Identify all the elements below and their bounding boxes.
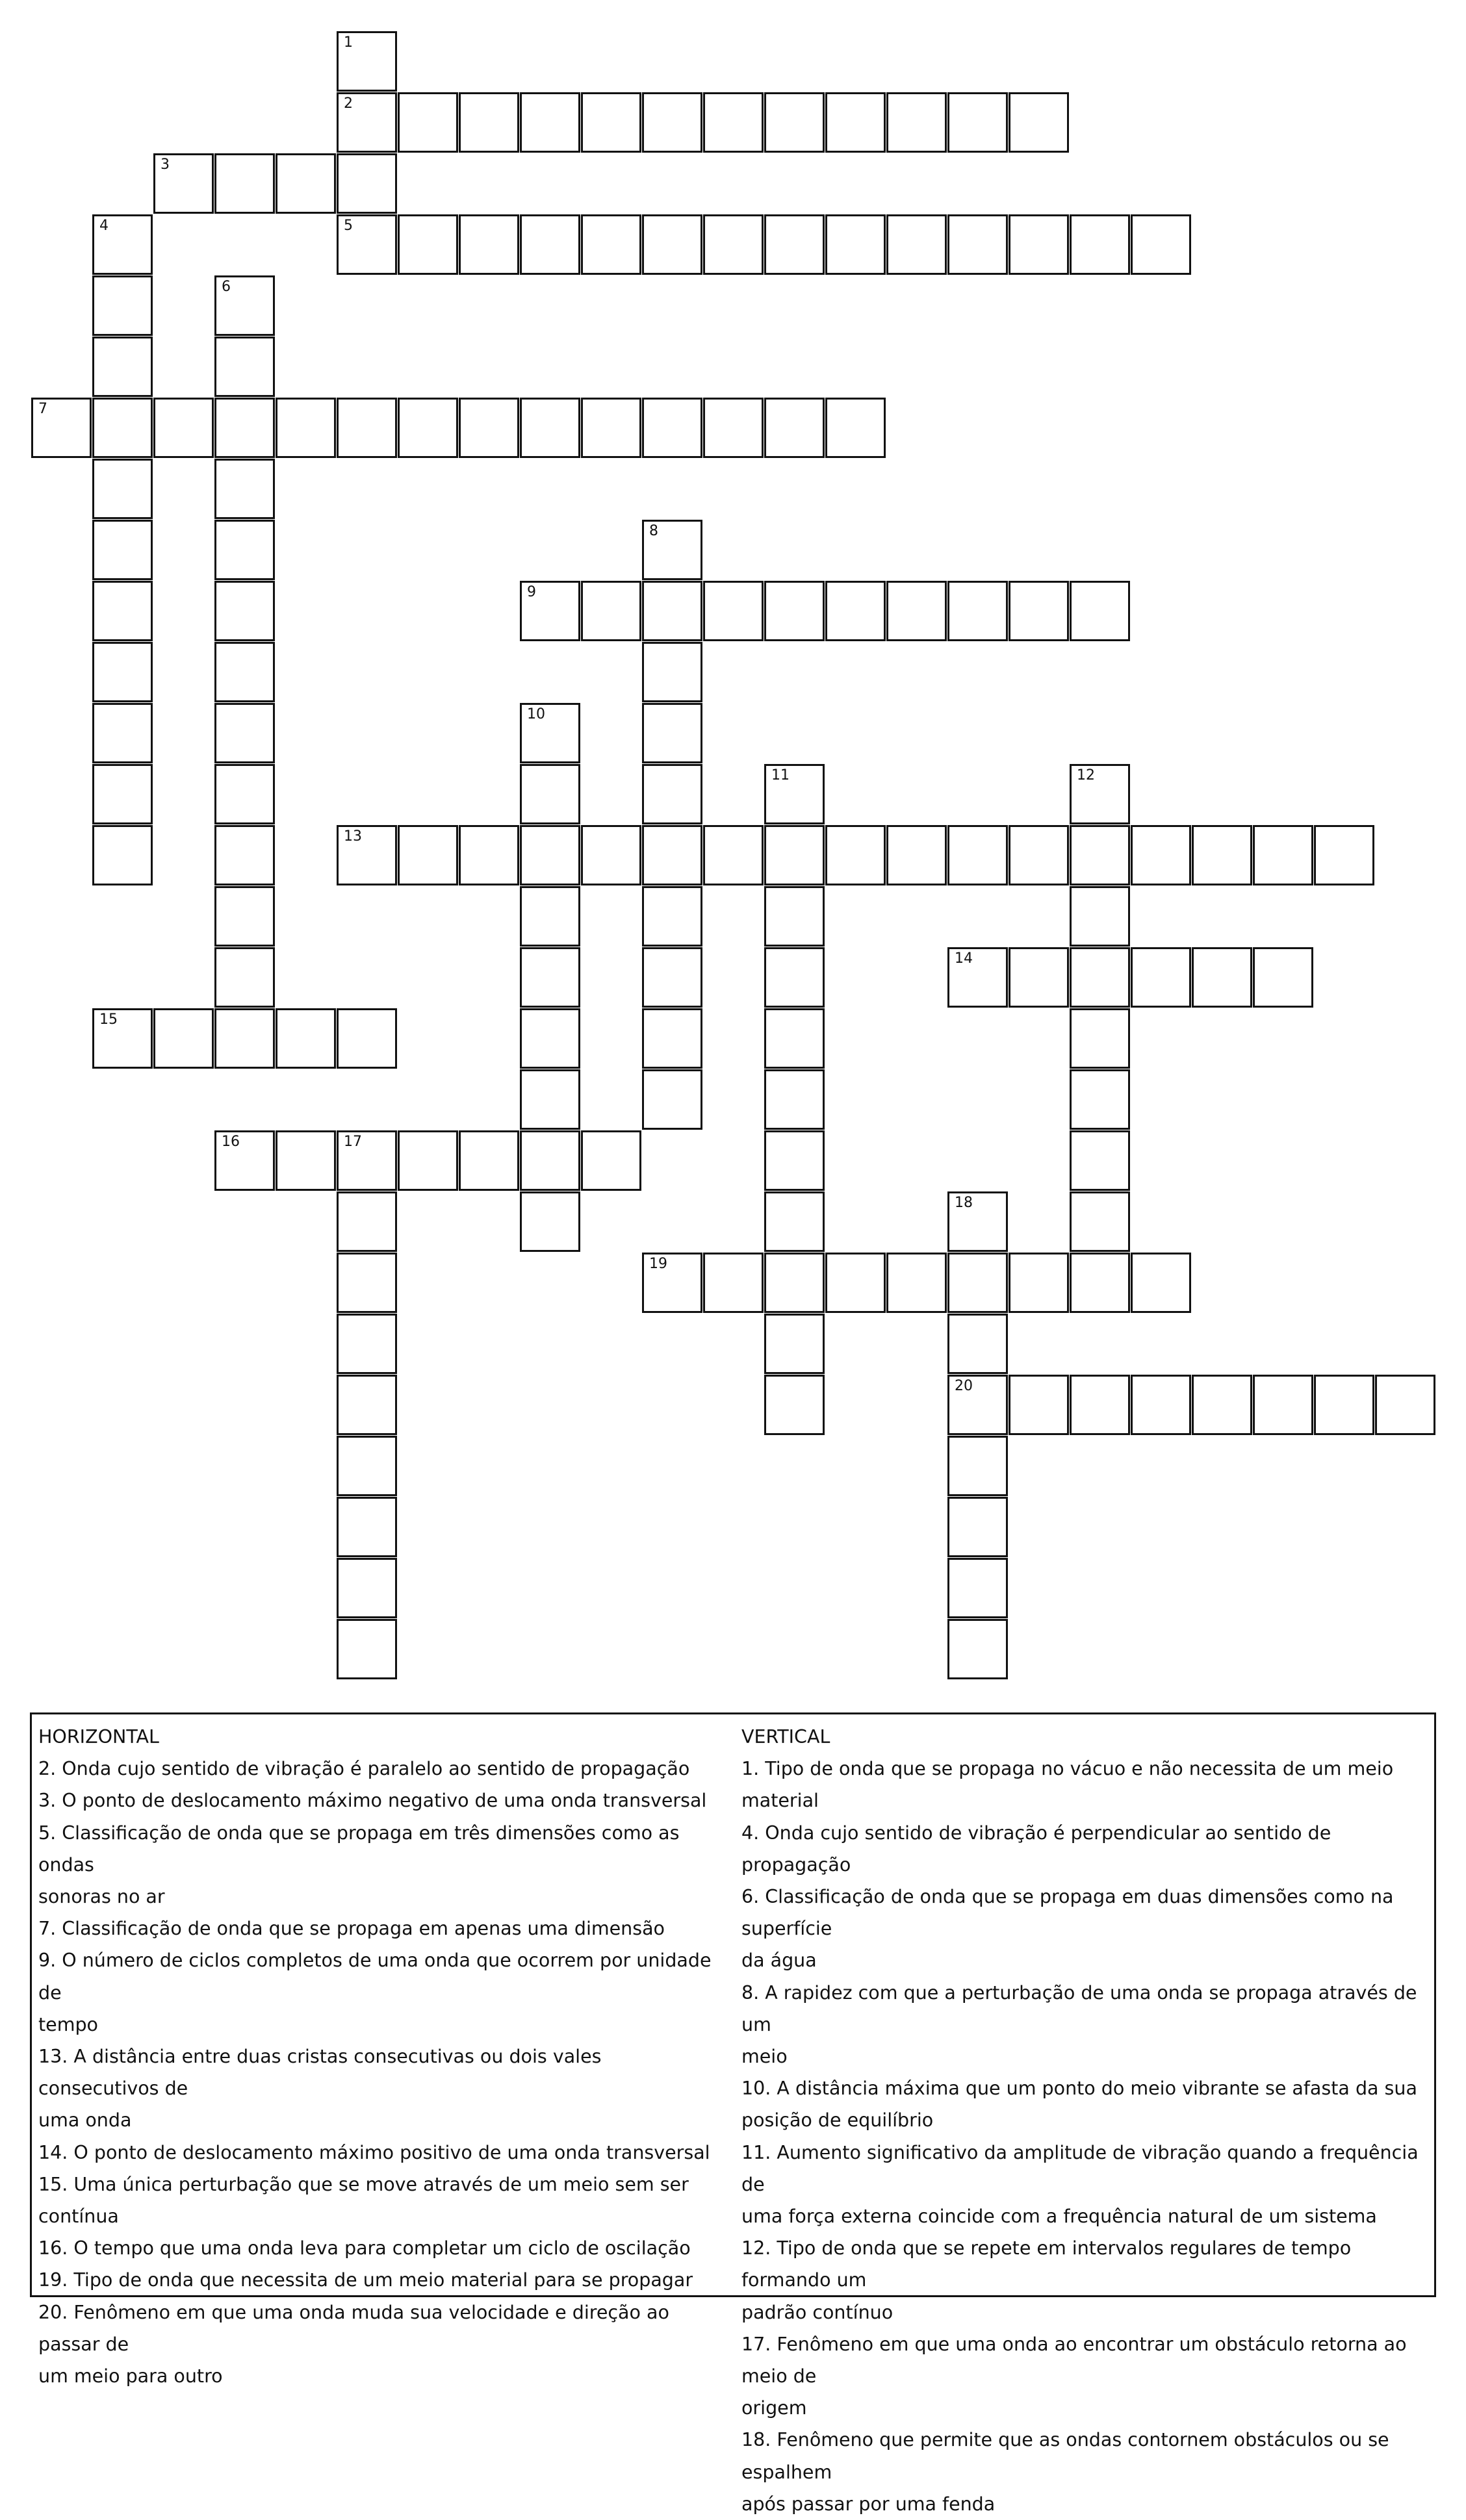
grid-cell[interactable] — [1070, 1375, 1130, 1435]
grid-cell[interactable] — [520, 92, 580, 153]
grid-cell[interactable] — [825, 825, 886, 885]
grid-cell[interactable] — [642, 398, 702, 458]
grid-cell[interactable] — [825, 398, 886, 458]
grid-cell[interactable] — [886, 214, 947, 275]
clues-box — [30, 1712, 1436, 2515]
grid-cell[interactable] — [337, 1375, 397, 1435]
grid-cell[interactable] — [92, 337, 153, 397]
clue-line: 12. Tipo de onda que se repete em intervalos regulares de tempo formando um — [741, 2237, 1352, 2291]
grid-cell[interactable] — [337, 1008, 397, 1069]
grid-cell[interactable] — [764, 92, 825, 153]
grid-cell[interactable] — [642, 1008, 702, 1069]
grid-cell[interactable] — [825, 92, 886, 153]
grid-cell[interactable] — [337, 1558, 397, 1618]
grid-cell[interactable] — [337, 31, 397, 92]
grid-cell[interactable] — [1070, 1008, 1130, 1069]
grid-cell[interactable] — [276, 153, 336, 214]
clue-number: 8 — [649, 523, 658, 539]
grid-cell[interactable] — [764, 1130, 825, 1191]
grid-cell[interactable] — [642, 581, 702, 641]
clue-number: 4 — [99, 218, 109, 234]
clue-number: 16 — [222, 1134, 240, 1150]
clue-line: 15. Uma única perturbação que se move através de um meio sem ser contínua — [38, 2173, 689, 2228]
clue-number: 1 — [344, 34, 353, 51]
grid-cell[interactable] — [947, 1497, 1008, 1557]
grid-cell[interactable] — [337, 92, 397, 153]
grid-cell[interactable] — [214, 459, 275, 519]
grid-cell[interactable] — [825, 214, 886, 275]
grid-cell[interactable] — [337, 1130, 397, 1191]
grid-cell[interactable] — [337, 153, 397, 214]
grid-cell[interactable] — [947, 825, 1008, 885]
grid-cell[interactable] — [886, 581, 947, 641]
clue-line: 18. Fenômeno que permite que as ondas contornem obstáculos ou se espalhem — [741, 2429, 1389, 2483]
clue-line: 17. Fenômeno em que uma onda ao encontrar um obstáculo retorna ao meio de — [741, 2333, 1407, 2387]
clue-line: 20. Fenômeno em que uma onda muda sua velocidade e direção ao passar de — [38, 2301, 669, 2355]
grid-cell[interactable] — [276, 1008, 336, 1069]
grid-cell[interactable] — [1070, 825, 1130, 885]
grid-cell[interactable] — [214, 1130, 275, 1191]
clue-line: um meio para outro — [38, 2365, 223, 2387]
grid-cell[interactable] — [520, 1130, 580, 1191]
grid-cell[interactable] — [581, 825, 641, 885]
grid-cell[interactable] — [214, 947, 275, 1008]
clue-line: uma força externa coincide com a frequência natural de um sistema — [741, 2206, 1377, 2228]
grid-cell[interactable] — [1009, 825, 1069, 885]
grid-cell[interactable] — [947, 947, 1008, 1008]
grid-cell[interactable] — [214, 1008, 275, 1069]
grid-cell[interactable] — [398, 92, 458, 153]
clue-number: 19 — [649, 1256, 667, 1272]
clue-line: 3. O ponto de deslocamento máximo negativo de uma onda transversal — [38, 1790, 707, 1812]
grid-cell[interactable] — [642, 214, 702, 275]
clue-number: 17 — [344, 1134, 362, 1150]
grid-cell[interactable] — [642, 1253, 702, 1313]
grid-cell[interactable] — [764, 1375, 825, 1435]
grid-cell[interactable] — [1009, 947, 1069, 1008]
grid-cell[interactable] — [1375, 1375, 1435, 1435]
grid-cell[interactable] — [92, 275, 153, 336]
grid-cell[interactable] — [642, 92, 702, 153]
grid-cell[interactable] — [1192, 947, 1252, 1008]
grid-cell[interactable] — [642, 886, 702, 947]
clue-line: meio — [741, 2046, 788, 2068]
grid-cell[interactable] — [764, 1253, 825, 1313]
grid-cell[interactable] — [153, 398, 214, 458]
grid-cell[interactable] — [1192, 825, 1252, 885]
grid-cell[interactable] — [642, 520, 702, 580]
grid-cell[interactable] — [214, 642, 275, 702]
grid-cell[interactable] — [276, 1130, 336, 1191]
grid-cell[interactable] — [1253, 1375, 1313, 1435]
grid-cell[interactable] — [642, 947, 702, 1008]
grid-cell[interactable] — [642, 825, 702, 885]
clue-line: 19. Tipo de onda que necessita de um meio material para se propagar — [38, 2269, 693, 2291]
clue-line: padrão contínuo — [741, 2301, 894, 2323]
clue-number: 10 — [527, 706, 545, 722]
clue-line: 4. Onda cujo sentido de vibração é perpendicular ao sentido de propagação — [741, 1822, 1331, 1876]
grid-cell[interactable] — [1131, 825, 1191, 885]
grid-cell[interactable] — [337, 214, 397, 275]
grid-cell[interactable] — [1070, 1191, 1130, 1252]
grid-cell[interactable] — [1314, 1375, 1374, 1435]
horizontal-clues — [38, 1721, 727, 2392]
grid-cell[interactable] — [764, 825, 825, 885]
grid-cell[interactable] — [947, 92, 1008, 153]
grid-cell[interactable] — [214, 886, 275, 947]
grid-cell[interactable] — [1070, 1253, 1130, 1313]
grid-cell[interactable] — [703, 398, 764, 458]
grid-cell[interactable] — [764, 398, 825, 458]
grid-cell[interactable] — [947, 1619, 1008, 1679]
grid-cell[interactable] — [764, 1191, 825, 1252]
clue-number: 7 — [38, 401, 47, 417]
grid-cell[interactable] — [825, 1253, 886, 1313]
grid-cell[interactable] — [703, 825, 764, 885]
grid-cell[interactable] — [214, 825, 275, 885]
grid-cell[interactable] — [520, 1191, 580, 1252]
grid-cell[interactable] — [92, 520, 153, 580]
grid-cell[interactable] — [92, 398, 153, 458]
grid-cell[interactable] — [92, 764, 153, 824]
grid-cell[interactable] — [703, 1253, 764, 1313]
clue-line: 8. A rapidez com que a perturbação de uma onda se propaga através de um — [741, 1981, 1417, 2035]
grid-cell[interactable] — [398, 825, 458, 885]
grid-cell[interactable] — [581, 92, 641, 153]
horizontal-heading: HORIZONTAL — [38, 1726, 159, 1748]
grid-cell[interactable] — [459, 398, 519, 458]
clue-line: sonoras no ar — [38, 1886, 165, 1908]
clue-line: 7. Classificação de onda que se propaga em apenas uma dimensão — [38, 1918, 665, 1940]
clue-number: 12 — [1077, 767, 1095, 783]
clue-number: 20 — [955, 1378, 973, 1394]
grid-cell[interactable] — [581, 398, 641, 458]
grid-cell[interactable] — [276, 398, 336, 458]
grid-cell[interactable] — [92, 703, 153, 763]
vertical-heading: VERTICAL — [741, 1726, 830, 1748]
grid-cell[interactable] — [764, 1314, 825, 1374]
clue-line: 2. Onda cujo sentido de vibração é paralelo ao sentido de propagação — [38, 1758, 690, 1780]
grid-cell[interactable] — [214, 275, 275, 336]
clue-number: 18 — [955, 1195, 973, 1211]
grid-cell[interactable] — [459, 1130, 519, 1191]
grid-cell[interactable] — [337, 398, 397, 458]
grid-cell[interactable] — [947, 1375, 1008, 1435]
grid-cell[interactable] — [337, 1191, 397, 1252]
grid-cell[interactable] — [642, 703, 702, 763]
clue-line: tempo — [38, 2013, 98, 2035]
grid-cell[interactable] — [520, 764, 580, 824]
grid-cell[interactable] — [642, 1069, 702, 1130]
clue-number: 9 — [527, 584, 536, 600]
grid-cell[interactable] — [214, 520, 275, 580]
grid-cell[interactable] — [337, 1497, 397, 1557]
clue-line: origem — [741, 2397, 807, 2419]
grid-cell[interactable] — [398, 1130, 458, 1191]
grid-cell[interactable] — [337, 1253, 397, 1313]
grid-cell[interactable] — [1131, 1253, 1191, 1313]
grid-cell[interactable] — [1009, 214, 1069, 275]
grid-cell[interactable] — [1009, 1253, 1069, 1313]
grid-cell[interactable] — [459, 825, 519, 885]
grid-cell[interactable] — [1131, 947, 1191, 1008]
clue-number: 3 — [161, 157, 170, 173]
grid-cell[interactable] — [1009, 92, 1069, 153]
clue-line: 5. Classificação de onda que se propaga em três dimensões como as ondas — [38, 1822, 680, 1876]
grid-cell[interactable] — [214, 398, 275, 458]
grid-cell[interactable] — [153, 1008, 214, 1069]
grid-cell[interactable] — [337, 1619, 397, 1679]
grid-cell[interactable] — [337, 825, 397, 885]
grid-cell[interactable] — [825, 581, 886, 641]
grid-cell[interactable] — [459, 92, 519, 153]
grid-cell[interactable] — [1253, 825, 1313, 885]
clue-line: 13. A distância entre duas cristas consecutivas ou dois vales consecutivos de — [38, 2046, 602, 2100]
grid-cell[interactable] — [337, 1436, 397, 1496]
clue-line: 1. Tipo de onda que se propaga no vácuo e não necessita de um meio material — [741, 1758, 1394, 1812]
clue-line: 14. O ponto de deslocamento máximo positivo de uma onda transversal — [38, 2141, 710, 2163]
grid-cell[interactable] — [520, 703, 580, 763]
grid-cell[interactable] — [214, 337, 275, 397]
grid-cell[interactable] — [703, 92, 764, 153]
grid-cell[interactable] — [764, 581, 825, 641]
grid-cell[interactable] — [947, 1253, 1008, 1313]
clue-line: da água — [741, 1950, 817, 1972]
grid-cell[interactable] — [581, 214, 641, 275]
vertical-clues — [741, 1721, 1430, 2520]
clue-number: 15 — [99, 1012, 118, 1028]
grid-cell[interactable] — [520, 398, 580, 458]
clue-line: posição de equilíbrio — [741, 2109, 934, 2132]
grid-cell[interactable] — [1070, 1069, 1130, 1130]
grid-cell[interactable] — [214, 581, 275, 641]
grid-cell[interactable] — [92, 825, 153, 885]
grid-cell[interactable] — [1070, 214, 1130, 275]
grid-cell[interactable] — [520, 947, 580, 1008]
grid-cell[interactable] — [1070, 947, 1130, 1008]
grid-cell[interactable] — [947, 1191, 1008, 1252]
clue-number: 13 — [344, 828, 362, 845]
grid-cell[interactable] — [703, 214, 764, 275]
clue-number: 6 — [222, 279, 231, 295]
clue-line: 10. A distância máxima que um ponto do meio vibrante se afasta da sua — [741, 2078, 1417, 2100]
grid-cell[interactable] — [947, 214, 1008, 275]
grid-cell[interactable] — [1009, 1375, 1069, 1435]
grid-cell[interactable] — [337, 1314, 397, 1374]
grid-cell[interactable] — [764, 886, 825, 947]
grid-cell[interactable] — [398, 214, 458, 275]
grid-cell[interactable] — [214, 153, 275, 214]
grid-cell[interactable] — [214, 703, 275, 763]
grid-cell[interactable] — [1070, 581, 1130, 641]
grid-cell[interactable] — [520, 1069, 580, 1130]
grid-cell[interactable] — [642, 764, 702, 824]
grid-cell[interactable] — [1070, 1130, 1130, 1191]
grid-cell[interactable] — [947, 1558, 1008, 1618]
grid-cell[interactable] — [947, 581, 1008, 641]
clue-line: uma onda — [38, 2109, 132, 2132]
grid-cell[interactable] — [886, 92, 947, 153]
grid-cell[interactable] — [703, 581, 764, 641]
grid-cell[interactable] — [520, 886, 580, 947]
clue-line: 16. O tempo que uma onda leva para completar um ciclo de oscilação — [38, 2237, 691, 2259]
grid-cell[interactable] — [886, 1253, 947, 1313]
grid-cell[interactable] — [92, 1008, 153, 1069]
clue-number: 11 — [771, 767, 790, 783]
clue-line: 9. O número de ciclos completos de uma onda que ocorrem por unidade de — [38, 1950, 712, 2004]
grid-cell[interactable] — [1070, 886, 1130, 947]
grid-cell[interactable] — [520, 214, 580, 275]
grid-cell[interactable] — [214, 764, 275, 824]
grid-cell[interactable] — [1314, 825, 1374, 885]
grid-cell[interactable] — [764, 947, 825, 1008]
grid-cell[interactable] — [520, 581, 580, 641]
grid-cell[interactable] — [947, 1314, 1008, 1374]
grid-cell[interactable] — [520, 825, 580, 885]
grid-cell[interactable] — [764, 214, 825, 275]
grid-cell[interactable] — [31, 398, 92, 458]
grid-cell[interactable] — [764, 764, 825, 824]
clue-number: 5 — [344, 218, 353, 234]
grid-cell[interactable] — [459, 214, 519, 275]
grid-cell[interactable] — [1009, 581, 1069, 641]
grid-cell[interactable] — [581, 581, 641, 641]
grid-cell[interactable] — [1070, 764, 1130, 824]
grid-cell[interactable] — [92, 642, 153, 702]
grid-cell[interactable] — [886, 825, 947, 885]
grid-cell[interactable] — [520, 1008, 580, 1069]
grid-cell[interactable] — [1131, 214, 1191, 275]
grid-cell[interactable] — [581, 1130, 641, 1191]
clue-line: 11. Aumento significativo da amplitude de vibração quando a frequência de — [741, 2141, 1419, 2195]
clue-number: 2 — [344, 95, 353, 112]
grid-cell[interactable] — [764, 1069, 825, 1130]
grid-cell[interactable] — [92, 581, 153, 641]
grid-cell[interactable] — [153, 153, 214, 214]
grid-cell[interactable] — [764, 1008, 825, 1069]
grid-cell[interactable] — [398, 398, 458, 458]
clue-line: após passar por uma fenda — [741, 2493, 996, 2515]
grid-cell[interactable] — [642, 642, 702, 702]
grid-cell[interactable] — [947, 1436, 1008, 1496]
grid-cell[interactable] — [92, 214, 153, 275]
clue-line: 6. Classificação de onda que se propaga em duas dimensões como na superfície — [741, 1886, 1394, 1940]
clue-number: 14 — [955, 950, 973, 967]
grid-cell[interactable] — [92, 459, 153, 519]
grid-cell[interactable] — [1192, 1375, 1252, 1435]
grid-cell[interactable] — [1131, 1375, 1191, 1435]
grid-cell[interactable] — [1253, 947, 1313, 1008]
